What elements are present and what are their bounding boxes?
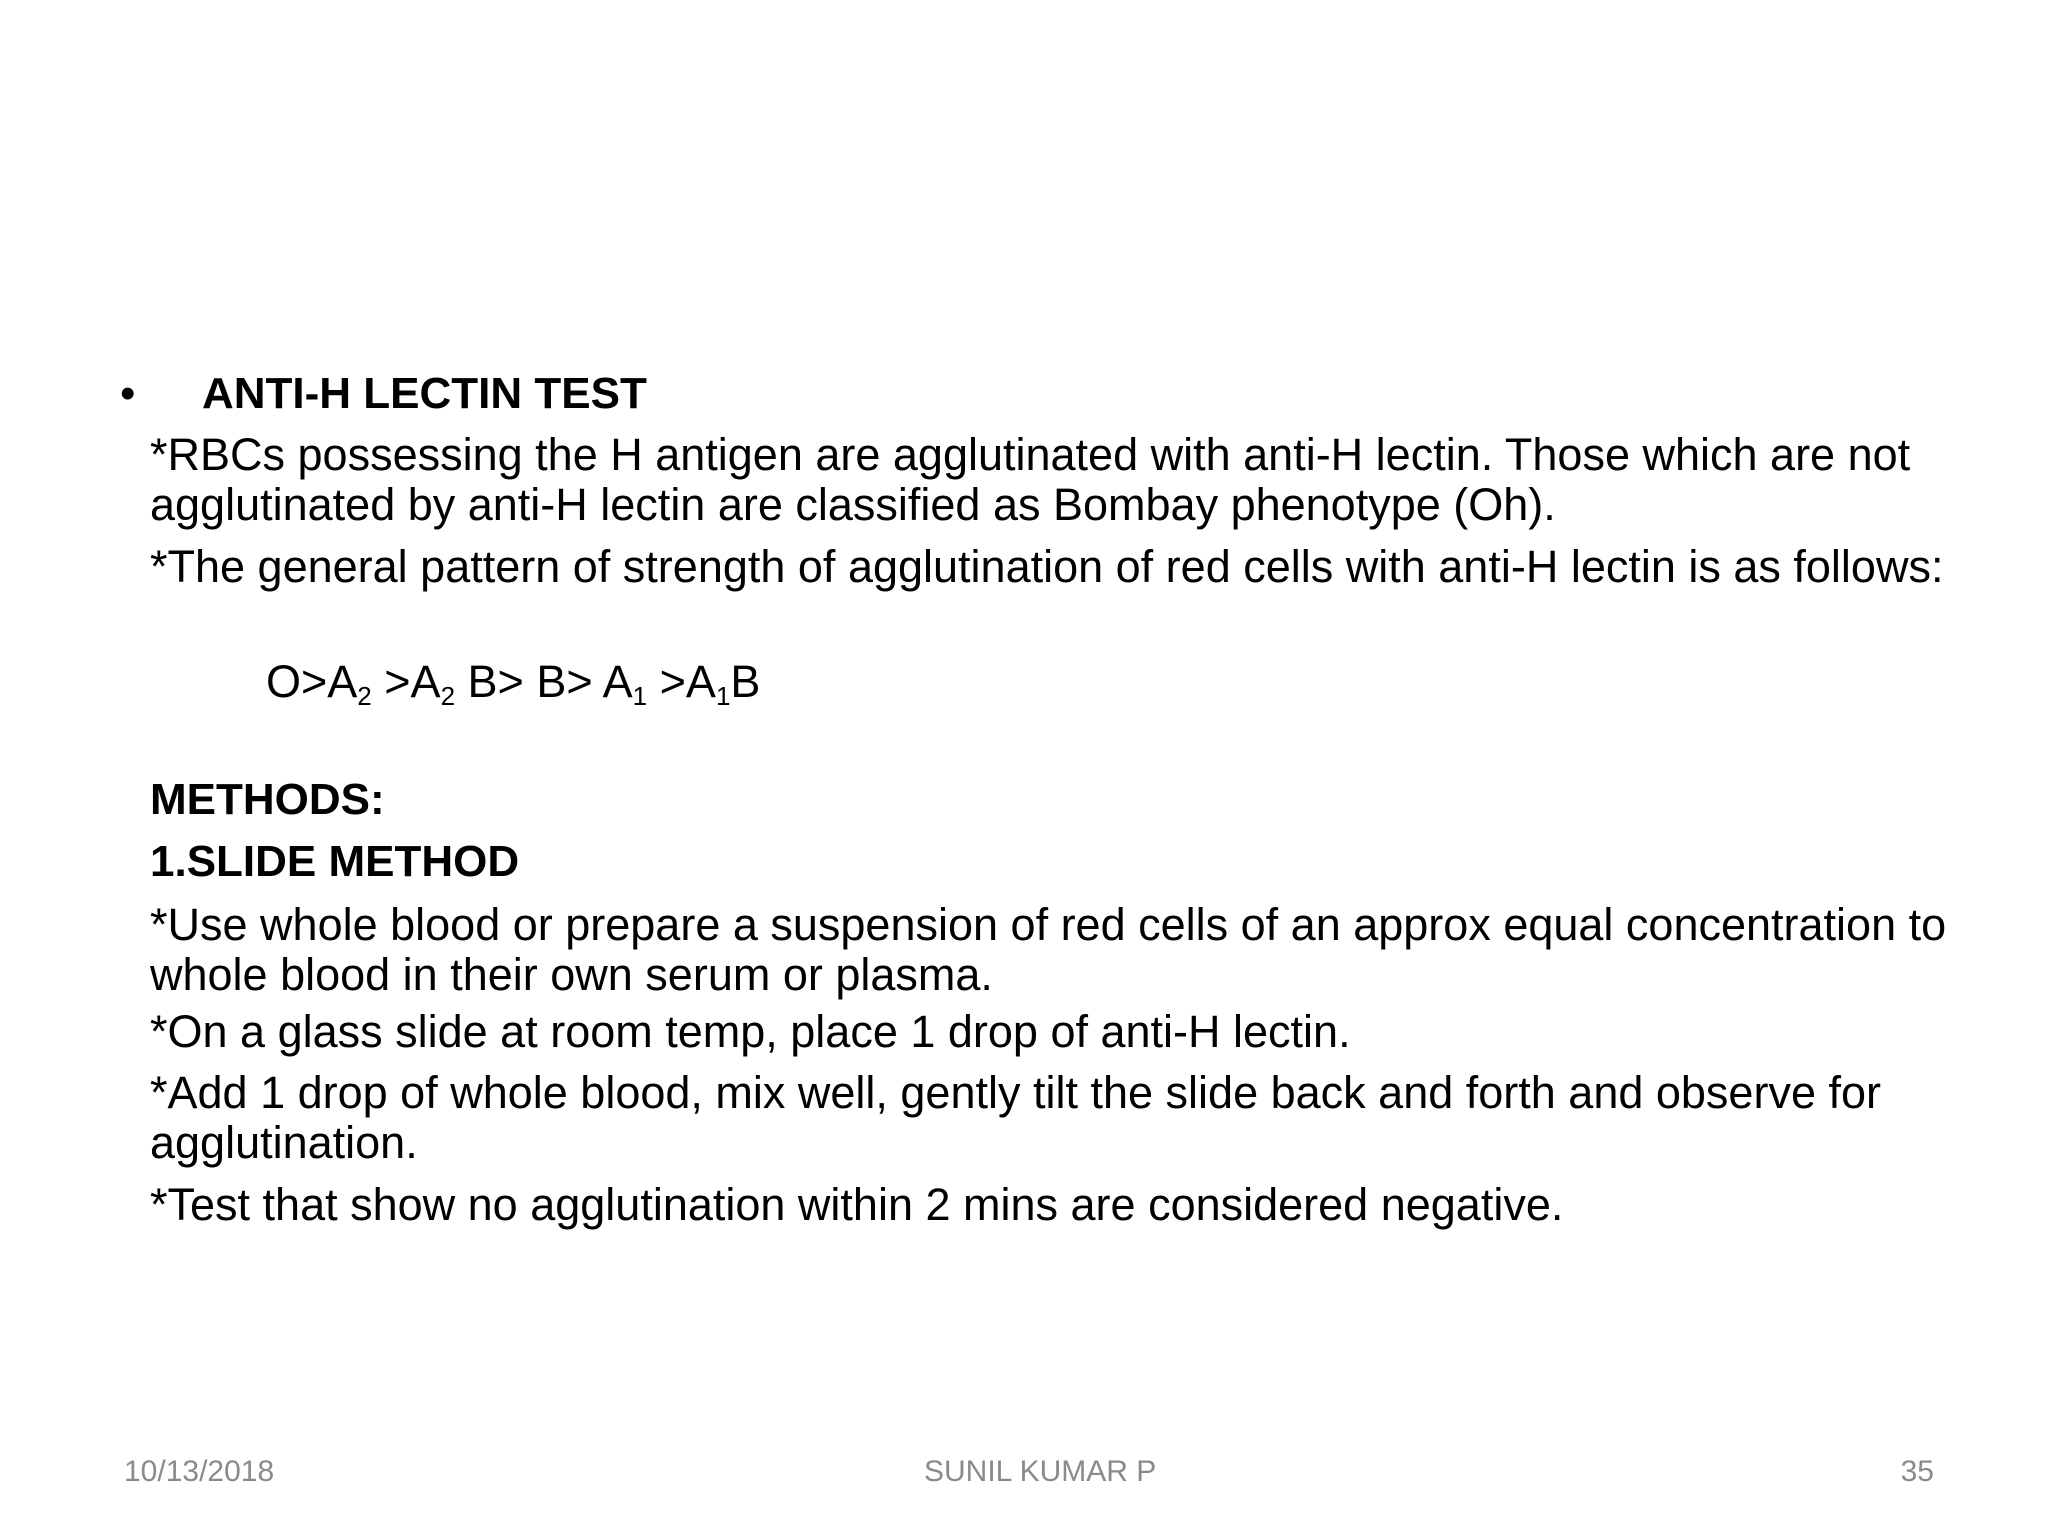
step-add-blood: *Add 1 drop of whole blood, mix well, gently tilt the slide back and forth and observe for agglutination. — [150, 1067, 1881, 1168]
paragraph-agglutination-pattern: *The general pattern of strength of agglutination of red cells with anti-H lectin is as follows: — [150, 541, 1944, 592]
footer-date: 10/13/2018 — [124, 1455, 275, 1488]
step-negative-result: *Test that show no agglutination within 2 mins are considered negative. — [150, 1179, 1564, 1230]
methods-heading: METHODS: — [150, 775, 385, 824]
order-text-1: O>A — [266, 656, 358, 707]
footer-page-number: 35 — [1900, 1455, 1934, 1488]
footer-author: SUNIL KUMAR P — [924, 1455, 1157, 1488]
bullet-icon: • — [120, 369, 136, 418]
order-text-3: B> B> A — [455, 656, 633, 707]
paragraph-rbc-agglutination: *RBCs possessing the H antigen are agglutinated with anti-H lectin. Those which are not agglutinated by anti-H lectin are classified as Bombay phenotype (Oh). — [150, 429, 1911, 530]
heading-row — [120, 366, 647, 422]
order-text-2: >A — [371, 656, 441, 707]
agglutination-order — [266, 654, 760, 710]
order-sub-3: 1 — [632, 681, 648, 711]
order-text-5: B — [730, 656, 761, 707]
slide-heading: ANTI-H LECTIN TEST — [202, 369, 647, 418]
order-sub-4: 1 — [715, 681, 731, 711]
step-prepare-suspension: *Use whole blood or prepare a suspension of red cells of an approx equal concentration to whole blood in their own serum or plasma. — [150, 899, 1947, 1000]
order-sub-1: 2 — [357, 681, 372, 711]
step-place-lectin: *On a glass slide at room temp, place 1 drop of anti-H lectin. — [150, 1006, 1351, 1057]
order-sub-2: 2 — [440, 681, 456, 711]
order-text-4: >A — [647, 656, 716, 707]
slide-method-heading: 1.SLIDE METHOD — [150, 837, 520, 886]
